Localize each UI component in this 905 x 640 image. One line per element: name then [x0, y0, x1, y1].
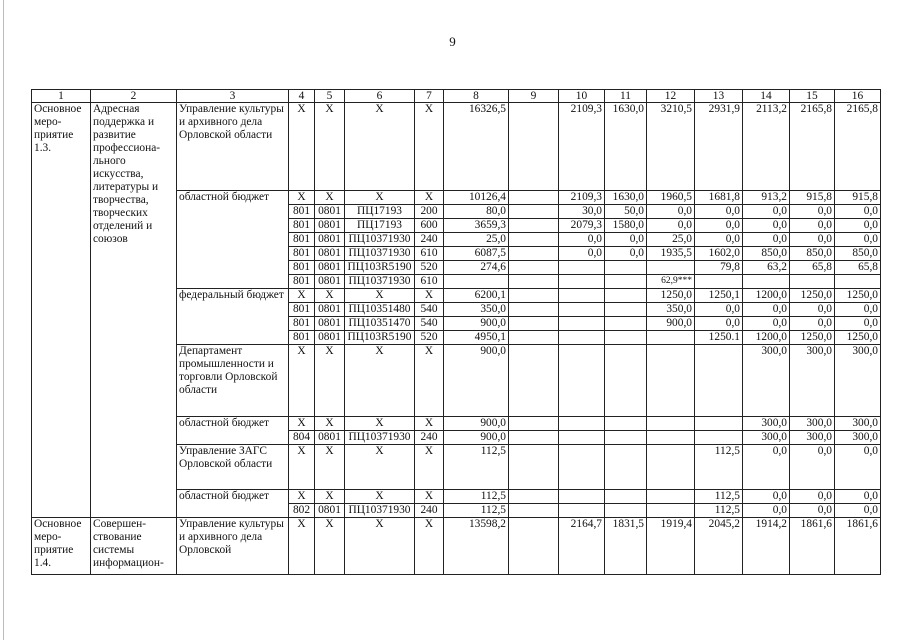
table-row-values-col-5: 0801 [315, 261, 345, 275]
table-row-values-col-16: 300,0 [835, 417, 881, 431]
table-row-values-col-4: X [289, 191, 315, 205]
table-row-values-col-10: 30,0 [559, 205, 605, 219]
executor-industry-totals-col-9 [509, 345, 559, 417]
table-row-values-col-14: 0,0 [743, 490, 790, 504]
table-row-values-col-7: 540 [415, 317, 444, 331]
table-row-values-col-7: 520 [415, 331, 444, 345]
table-row-values-col-9 [509, 289, 559, 303]
executor-registry-totals-col-9 [509, 445, 559, 490]
executor-culture-totals-col-15: 1861,6 [790, 518, 835, 575]
table-row-values-col-14: 1200,0 [743, 331, 790, 345]
header-col-14: 14 [743, 90, 790, 103]
table-row-values-col-14: 0,0 [743, 303, 790, 317]
table-row-values-col-7: 520 [415, 261, 444, 275]
activity-number-1-4: Основное меро-приятие 1.4. [32, 518, 91, 575]
table-row-values-col-9 [509, 303, 559, 317]
executor-industry-totals-col-8: 900,0 [444, 345, 509, 417]
header-col-2: 2 [91, 90, 177, 103]
table-row-values-col-11 [605, 331, 647, 345]
executor-culture-totals-col-6: X [345, 518, 415, 575]
activity-title-1-3: Адресная поддержка и развитие профессиона-льного искусства, литературы и творчества, творческих отделений и союзов [91, 103, 177, 518]
table-row-values-col-13 [695, 275, 743, 289]
executor-culture-totals-col-8: 16326,5 [444, 103, 509, 191]
table-row-values-col-7: 240 [415, 504, 444, 518]
table-row-values-col-5: 0801 [315, 247, 345, 261]
table-row-values-col-16: 0,0 [835, 504, 881, 518]
table-row-values-col-5: 0801 [315, 219, 345, 233]
table-row-values-col-15: 850,0 [790, 247, 835, 261]
table-row-values-col-12 [647, 417, 695, 431]
table-row-values-col-12 [647, 431, 695, 445]
table-row-values-col-10 [559, 490, 605, 504]
executor-culture-totals-col-14: 1914,2 [743, 518, 790, 575]
executor-registry-totals-col-5: X [315, 445, 345, 490]
table-row-values-col-8: 4950,1 [444, 331, 509, 345]
table-row-values-col-11 [605, 261, 647, 275]
executor-industry-totals-col-10 [559, 345, 605, 417]
table-row-values-col-8: 6200,1 [444, 289, 509, 303]
page-edge-line [3, 0, 4, 640]
table-row-values-col-10: 0,0 [559, 247, 605, 261]
table-row-values-col-15: 0,0 [790, 490, 835, 504]
table-row-values-col-16: 0,0 [835, 233, 881, 247]
table-row-values-col-8: 900,0 [444, 417, 509, 431]
header-col-16: 16 [835, 90, 881, 103]
executor-culture-totals-col-10: 2109,3 [559, 103, 605, 191]
executor-culture-totals-col-16: 1861,6 [835, 518, 881, 575]
table-row-values-col-9 [509, 490, 559, 504]
table-row-values-col-6: ПЦ17193 [345, 205, 415, 219]
table-row-values-col-15: 65,8 [790, 261, 835, 275]
table-row-values-col-10 [559, 261, 605, 275]
table-row-values-col-6: ПЦ17193 [345, 219, 415, 233]
executor-culture-totals-col-12: 3210,5 [647, 103, 695, 191]
table-row-values-col-12 [647, 490, 695, 504]
executor-registry-totals-col-15: 0,0 [790, 445, 835, 490]
table-row-values-col-5: 0801 [315, 233, 345, 247]
table-row-values-col-16: 1250,0 [835, 331, 881, 345]
table-row-values-col-11: 1580,0 [605, 219, 647, 233]
table-row-values-col-9 [509, 247, 559, 261]
table-row-values-col-13 [695, 431, 743, 445]
table-row-values-col-8: 3659,3 [444, 219, 509, 233]
table-row-values-col-12: 350,0 [647, 303, 695, 317]
table-row-values-col-11: 0,0 [605, 233, 647, 247]
table-row-values-col-8: 10126,4 [444, 191, 509, 205]
table-row-values-col-7: 240 [415, 233, 444, 247]
table-row-values-col-16: 65,8 [835, 261, 881, 275]
table-row-values-col-6: X [345, 191, 415, 205]
table-row-values-col-14: 913,2 [743, 191, 790, 205]
executor-culture-totals-col-13: 2045,2 [695, 518, 743, 575]
table-row-values-col-16: 0,0 [835, 317, 881, 331]
table-row-values-col-8: 112,5 [444, 490, 509, 504]
table-row-values-col-8: 350,0 [444, 303, 509, 317]
table-row-values-col-14 [743, 275, 790, 289]
table-row-values-col-7: 610 [415, 247, 444, 261]
table-row-values-col-10 [559, 417, 605, 431]
table-row-values-col-13: 112,5 [695, 490, 743, 504]
table-row-values-col-7: 200 [415, 205, 444, 219]
table-row-values-col-9 [509, 431, 559, 445]
executor-culture-totals-col-5: X [315, 518, 345, 575]
executor-industry-totals-col-16: 300,0 [835, 345, 881, 417]
table-row-values-col-5: 0801 [315, 431, 345, 445]
table-row-values-col-7: X [415, 289, 444, 303]
table-row-values-col-11: 50,0 [605, 205, 647, 219]
table-row-values-col-14: 63,2 [743, 261, 790, 275]
table-row-values-col-14: 1200,0 [743, 289, 790, 303]
table-row-values-col-13: 79,8 [695, 261, 743, 275]
executor-industry-totals-col-7: X [415, 345, 444, 417]
header-col-7: 7 [415, 90, 444, 103]
table-row-values-col-5: 0801 [315, 275, 345, 289]
table-row-values-col-15: 1250,0 [790, 289, 835, 303]
executor-registry-totals-col-4: X [289, 445, 315, 490]
executor-industry-totals-col-14: 300,0 [743, 345, 790, 417]
table-row-values-col-16: 1250,0 [835, 289, 881, 303]
table-row-values-col-10: 2079,3 [559, 219, 605, 233]
table-row-values-col-7: 240 [415, 431, 444, 445]
table-row-values-col-16: 0,0 [835, 219, 881, 233]
executor-registry-totals-col-6: X [345, 445, 415, 490]
table-row-values-col-5: X [315, 417, 345, 431]
table-row-values-col-7: 610 [415, 275, 444, 289]
table-row-values-col-9 [509, 205, 559, 219]
table-row-values-col-15: 0,0 [790, 317, 835, 331]
executor-culture-totals-col-8: 13598,2 [444, 518, 509, 575]
table-row-values-col-7: 600 [415, 219, 444, 233]
table-row-values-col-6: ПЦ10371930 [345, 233, 415, 247]
table-row-values-col-4: 801 [289, 233, 315, 247]
table-row [32, 103, 881, 191]
table-row-values-col-5: 0801 [315, 504, 345, 518]
executor-culture-totals-col-16: 2165,8 [835, 103, 881, 191]
table-row-values-col-12 [647, 504, 695, 518]
table-row-values-col-4: 801 [289, 261, 315, 275]
table-row-values-col-12: 1960,5 [647, 191, 695, 205]
table-row-values-col-4: 801 [289, 247, 315, 261]
executor-culture-totals-col-4: X [289, 103, 315, 191]
executor-culture-department: Управление культуры и архивного дела Орловской области [177, 103, 289, 191]
executor-industry-totals-col-11 [605, 345, 647, 417]
table-row-values-col-4: 802 [289, 504, 315, 518]
table-row-values-col-5: 0801 [315, 303, 345, 317]
table-row-values-col-10 [559, 303, 605, 317]
table-row-values-col-15: 300,0 [790, 431, 835, 445]
executor-culture-totals-col-11: 1831,5 [605, 518, 647, 575]
table-row-values-col-6: ПЦ10371930 [345, 504, 415, 518]
table-row-values-col-4: 801 [289, 317, 315, 331]
table-row-values-col-6: ПЦ10371930 [345, 275, 415, 289]
table-row-values-col-12 [647, 331, 695, 345]
table-row-values-col-12: 1935,5 [647, 247, 695, 261]
executor-culture-totals-col-9 [509, 103, 559, 191]
executor-registry-totals-col-16: 0,0 [835, 445, 881, 490]
table-row-values-col-4: 801 [289, 219, 315, 233]
table-row-values-col-8: 25,0 [444, 233, 509, 247]
executor-industry-totals-col-4: X [289, 345, 315, 417]
table-row-values-col-14: 0,0 [743, 219, 790, 233]
table-row-values-col-6: X [345, 417, 415, 431]
table-row-values-col-6: ПЦ10351480 [345, 303, 415, 317]
table-row-values-col-9 [509, 219, 559, 233]
regional-budget-label: областной бюджет [177, 417, 289, 445]
table-row-values-col-11 [605, 275, 647, 289]
table-row-values-col-15 [790, 275, 835, 289]
table-row-values-col-12: 25,0 [647, 233, 695, 247]
table-row-values-col-16 [835, 275, 881, 289]
executor-culture-totals-col-11: 1630,0 [605, 103, 647, 191]
table-row-values-col-13: 1681,8 [695, 191, 743, 205]
table-row-values-col-4: X [289, 490, 315, 504]
executor-culture-totals-col-14: 2113,2 [743, 103, 790, 191]
executor-culture-totals-col-13: 2931,9 [695, 103, 743, 191]
header-col-9: 9 [509, 90, 559, 103]
table-row-values-col-6: X [345, 289, 415, 303]
table-row-values-col-5: 0801 [315, 331, 345, 345]
table-row-values-col-14: 0,0 [743, 317, 790, 331]
table-row-values-col-16: 300,0 [835, 431, 881, 445]
executor-registry-totals-col-11 [605, 445, 647, 490]
table-row-values-col-11 [605, 303, 647, 317]
table-row-values-col-10: 2109,3 [559, 191, 605, 205]
table-row-values-col-11 [605, 504, 647, 518]
executor-registry-totals-col-13: 112,5 [695, 445, 743, 490]
table-row [32, 518, 881, 575]
table-row-values-col-5: 0801 [315, 205, 345, 219]
table-row-values-col-8: 80,0 [444, 205, 509, 219]
executor-culture-totals-col-15: 2165,8 [790, 103, 835, 191]
table-row-values-col-13: 0,0 [695, 219, 743, 233]
table-row-values-col-12: 0,0 [647, 219, 695, 233]
table-row-values-col-16: 0,0 [835, 490, 881, 504]
table-row-values-col-6: ПЦ10371930 [345, 431, 415, 445]
table-row-values-col-4: X [289, 417, 315, 431]
table-row-values-col-15: 915,8 [790, 191, 835, 205]
table-row-values-col-6: ПЦ10371930 [345, 247, 415, 261]
regional-budget-label: областной бюджет [177, 191, 289, 289]
table-row-values-col-8: 6087,5 [444, 247, 509, 261]
executor-industry-totals-col-13 [695, 345, 743, 417]
table-row-values-col-14: 850,0 [743, 247, 790, 261]
table-row-values-col-11 [605, 431, 647, 445]
table-row-values-col-14: 300,0 [743, 431, 790, 445]
table-row-values-col-15: 0,0 [790, 205, 835, 219]
table-row-values-col-8: 112,5 [444, 504, 509, 518]
table-row-values-col-13: 112,5 [695, 504, 743, 518]
header-col-15: 15 [790, 90, 835, 103]
federal-budget-label: федеральный бюджет [177, 289, 289, 345]
table-row-values-col-13: 0,0 [695, 317, 743, 331]
table-row-values-col-5: X [315, 490, 345, 504]
table-row-values-col-9 [509, 233, 559, 247]
table-row-values-col-14: 0,0 [743, 504, 790, 518]
table-row-values-col-4: 801 [289, 275, 315, 289]
table-row-values-col-8: 900,0 [444, 317, 509, 331]
executor-culture-department: Управление культуры и архивного дела Орловской [177, 518, 289, 575]
table-row-values-col-13: 0,0 [695, 205, 743, 219]
table-row-values-col-10: 0,0 [559, 233, 605, 247]
executor-registry-totals-col-14: 0,0 [743, 445, 790, 490]
header-col-8: 8 [444, 90, 509, 103]
header-col-1: 1 [32, 90, 91, 103]
header-col-6: 6 [345, 90, 415, 103]
table-row-values-col-7: X [415, 490, 444, 504]
table-row-values-col-6: ПЦ10351470 [345, 317, 415, 331]
activity-number-1-3: Основное меро-приятие 1.3. [32, 103, 91, 518]
table-row-values-col-13: 1250.1 [695, 331, 743, 345]
table-row-values-col-15: 300,0 [790, 417, 835, 431]
table-row-values-col-16: 850,0 [835, 247, 881, 261]
table-row-values-col-11 [605, 490, 647, 504]
table-row-values-col-4: X [289, 289, 315, 303]
table-row-values-col-4: 804 [289, 431, 315, 445]
executor-registry-office: Управление ЗАГС Орловской области [177, 445, 289, 490]
table-row-values-col-9 [509, 317, 559, 331]
table-row-values-col-8: 274,6 [444, 261, 509, 275]
table-row-values-col-10 [559, 317, 605, 331]
table-row-values-col-9 [509, 191, 559, 205]
executor-culture-totals-col-4: X [289, 518, 315, 575]
table-row-values-col-12: 62,9*** [647, 275, 695, 289]
executor-culture-totals-col-9 [509, 518, 559, 575]
table-row-values-col-5: X [315, 191, 345, 205]
table-row-values-col-11 [605, 417, 647, 431]
table-row-values-col-9 [509, 331, 559, 345]
table-row-values-col-5: X [315, 289, 345, 303]
header-col-10: 10 [559, 90, 605, 103]
budget-table [31, 89, 881, 575]
header-col-5: 5 [315, 90, 345, 103]
header-col-13: 13 [695, 90, 743, 103]
executor-industry-totals-col-12 [647, 345, 695, 417]
table-row-values-col-13: 0,0 [695, 303, 743, 317]
table-row-values-col-12: 0,0 [647, 205, 695, 219]
table-row-values-col-4: 801 [289, 205, 315, 219]
table-row-values-col-10 [559, 431, 605, 445]
executor-culture-totals-col-5: X [315, 103, 345, 191]
table-row-values-col-10 [559, 275, 605, 289]
table-row-values-col-15: 0,0 [790, 504, 835, 518]
table-row-values-col-4: 801 [289, 303, 315, 317]
table-row-values-col-8 [444, 275, 509, 289]
executor-industry-department: Департамент промышленности и торговли Орловской области [177, 345, 289, 417]
table-row-values-col-16: 915,8 [835, 191, 881, 205]
table-row-values-col-16: 0,0 [835, 303, 881, 317]
executor-registry-totals-col-10 [559, 445, 605, 490]
table-row-values-col-10 [559, 289, 605, 303]
table-row-values-col-11 [605, 317, 647, 331]
header-col-4: 4 [289, 90, 315, 103]
header-col-12: 12 [647, 90, 695, 103]
executor-industry-totals-col-5: X [315, 345, 345, 417]
table-row-values-col-14: 0,0 [743, 233, 790, 247]
table-row-values-col-9 [509, 504, 559, 518]
table-row-values-col-13: 1602,0 [695, 247, 743, 261]
table-row-values-col-4: 801 [289, 331, 315, 345]
executor-registry-totals-col-8: 112,5 [444, 445, 509, 490]
executor-culture-totals-col-12: 1919,4 [647, 518, 695, 575]
table-row-values-col-15: 0,0 [790, 219, 835, 233]
table-row-values-col-12: 900,0 [647, 317, 695, 331]
executor-registry-totals-col-7: X [415, 445, 444, 490]
table-row-values-col-11: 1630,0 [605, 191, 647, 205]
table-row-values-col-14: 300,0 [743, 417, 790, 431]
table-row-values-col-5: 0801 [315, 317, 345, 331]
executor-registry-totals-col-12 [647, 445, 695, 490]
table-row-values-col-15: 0,0 [790, 303, 835, 317]
table-row-values-col-15: 1250,0 [790, 331, 835, 345]
executor-industry-totals-col-6: X [345, 345, 415, 417]
executor-culture-totals-col-7: X [415, 103, 444, 191]
table-row-values-col-8: 900,0 [444, 431, 509, 445]
regional-budget-label: областной бюджет [177, 490, 289, 518]
activity-title-1-4: Совершен-ствование системы информацион- [91, 518, 177, 575]
table-row-values-col-14: 0,0 [743, 205, 790, 219]
table-row-values-col-11 [605, 289, 647, 303]
table-row-values-col-10 [559, 504, 605, 518]
table-row-values-col-13 [695, 417, 743, 431]
table-row-values-col-9 [509, 417, 559, 431]
executor-culture-totals-col-7: X [415, 518, 444, 575]
header-row [32, 90, 881, 103]
executor-culture-totals-col-6: X [345, 103, 415, 191]
table-row-values-col-12 [647, 261, 695, 275]
table-row-values-col-6: ПЦ103R5190 [345, 261, 415, 275]
table-row-values-col-6: ПЦ103R5190 [345, 331, 415, 345]
table-row-values-col-13: 1250,1 [695, 289, 743, 303]
table-row-values-col-13: 0,0 [695, 233, 743, 247]
table-row-values-col-12: 1250,0 [647, 289, 695, 303]
table-row-values-col-9 [509, 275, 559, 289]
page-number: 9 [449, 34, 456, 49]
table-row-values-col-7: X [415, 191, 444, 205]
table-row-values-col-11: 0,0 [605, 247, 647, 261]
table-row-values-col-7: 540 [415, 303, 444, 317]
table-row-values-col-15: 0,0 [790, 233, 835, 247]
header-col-3: 3 [177, 90, 289, 103]
executor-culture-totals-col-10: 2164,7 [559, 518, 605, 575]
table-row-values-col-9 [509, 261, 559, 275]
executor-industry-totals-col-15: 300,0 [790, 345, 835, 417]
table-row-values-col-7: X [415, 417, 444, 431]
table-row-values-col-6: X [345, 490, 415, 504]
table-row-values-col-10 [559, 331, 605, 345]
header-col-11: 11 [605, 90, 647, 103]
table-row-values-col-16: 0,0 [835, 205, 881, 219]
